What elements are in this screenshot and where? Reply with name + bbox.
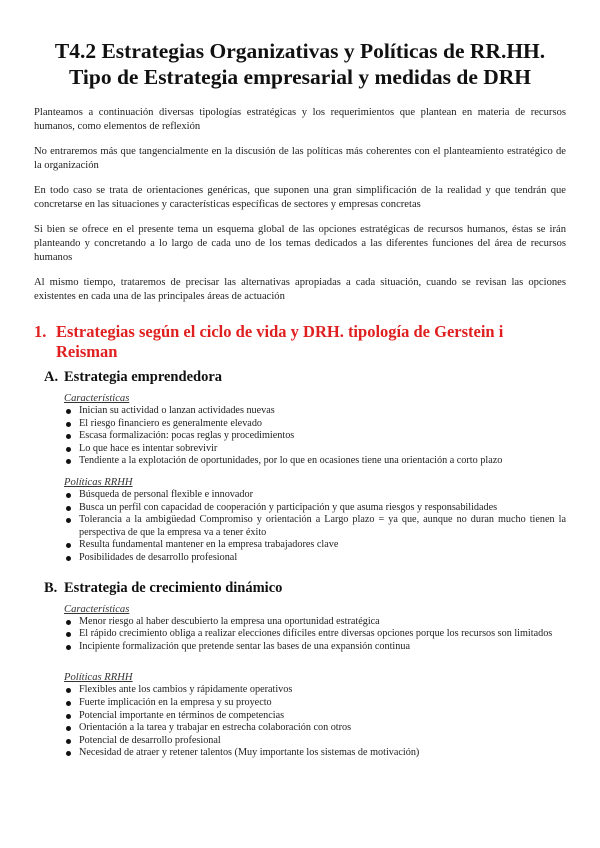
list-item: Potencial de desarrollo profesional xyxy=(64,735,566,748)
subsection-letter: A. xyxy=(44,369,59,385)
list-item: El rápido crecimiento obliga a realizar elecciones difíciles entre diversas opciones porque los recursos son limitados xyxy=(64,628,566,641)
list-item: Busca un perfil con capacidad de cooperación y participación y que asuma riesgos y responsabilidades xyxy=(64,502,566,515)
list-item: Orientación a la tarea y trabajar en estrecha colaboración con otros xyxy=(64,722,566,735)
title-line-1: T4.2 Estrategias Organizativas y Políticas de RR.HH. xyxy=(54,39,546,63)
politicas-label: Políticas RRHH xyxy=(64,476,133,488)
intro-paragraph: Al mismo tiempo, trataremos de precisar las alternativas apropiadas a cada situación, cuando se revisan las opciones existentes en cada una de las principales áreas de actuación xyxy=(34,277,566,302)
list-item: Resulta fundamental mantener en la empresa trabajadores clave xyxy=(64,539,566,552)
list-item: Lo que hace es intentar sobrevivir xyxy=(64,443,566,456)
politicas-list xyxy=(64,489,566,565)
list-item: Flexibles ante los cambios y rápidamente operativos xyxy=(64,684,566,697)
list-item: Escasa formalización: pocas reglas y procedimientos xyxy=(64,430,566,443)
section-1-heading xyxy=(34,322,566,362)
caracteristicas-list xyxy=(64,405,566,468)
list-item: Fuerte implicación en la empresa y su proyecto xyxy=(64,697,566,710)
list-item: Inician su actividad o lanzan actividades nuevas xyxy=(64,405,566,418)
politicas-list xyxy=(64,684,566,760)
subsection-letter: B. xyxy=(44,579,58,596)
list-item: Tolerancia a la ambigüedad Compromiso y orientación a Largo plazo = ya que, aunque no duran mucho tienen la perspectiva de que la empresa va a tener éxito xyxy=(64,514,566,539)
spacer xyxy=(34,661,566,671)
intro-paragraph: Planteamos a continuación diversas tipologías estratégicas y los requerimientos que plantean en materia de recursos humanos, como elementos de reflexión xyxy=(34,107,566,132)
politicas-label: Políticas RRHH xyxy=(64,672,133,684)
list-item: Tendiente a la explotación de oportunidades, por lo que en ocasiones tiene una orientación a corto plazo xyxy=(64,455,566,468)
caracteristicas-label: Características xyxy=(64,603,130,615)
document-title xyxy=(34,38,566,90)
list-item: Potencial importante en términos de competencias xyxy=(64,710,566,723)
subsection-title-text: Estrategia emprendedora xyxy=(64,369,222,385)
subsection-a-heading xyxy=(44,368,566,386)
list-item: El riesgo financiero es generalmente elevado xyxy=(64,418,566,431)
intro-paragraph: Si bien se ofrece en el presente tema un esquema global de las opciones estratégicas de recursos humanos, éstas se irán planteando y concretando a lo largo de cada uno de los temas dedicados a las diferentes funciones del área de recursos humanos xyxy=(34,224,566,263)
title-line-2: Tipo de Estrategia empresarial y medidas de DRH xyxy=(68,65,532,89)
subsection-title-text: Estrategia de crecimiento dinámico xyxy=(64,579,283,596)
list-item: Necesidad de atraer y retener talentos (Muy importante los sistemas de motivación) xyxy=(64,747,566,760)
list-item: Posibilidades de desarrollo profesional xyxy=(64,552,566,565)
subsection-b-heading xyxy=(44,579,566,597)
list-item: Incipiente formalización que pretende sentar las bases de una expansión continua xyxy=(64,641,566,654)
section-title-text: Estrategias según el ciclo de vida y DRH. tipología de Gerstein i Reisman xyxy=(56,322,504,361)
intro-paragraph: No entraremos más que tangencialmente en la discusión de las políticas más coherentes con el planteamiento estratégico de la organización xyxy=(34,146,566,171)
caracteristicas-label: Características xyxy=(64,393,130,404)
list-item: Menor riesgo al haber descubierto la empresa una oportunidad estratégica xyxy=(64,616,566,629)
intro-paragraph: En todo caso se trata de orientaciones genéricas, que suponen una gran simplificación de la realidad y que tendrán que concretarse en las situaciones y características específicas de sectores y empresas concretas xyxy=(34,185,566,210)
section-number: 1. xyxy=(34,322,47,341)
list-item: Búsqueda de personal flexible e innovador xyxy=(64,489,566,502)
caracteristicas-list xyxy=(64,616,566,654)
